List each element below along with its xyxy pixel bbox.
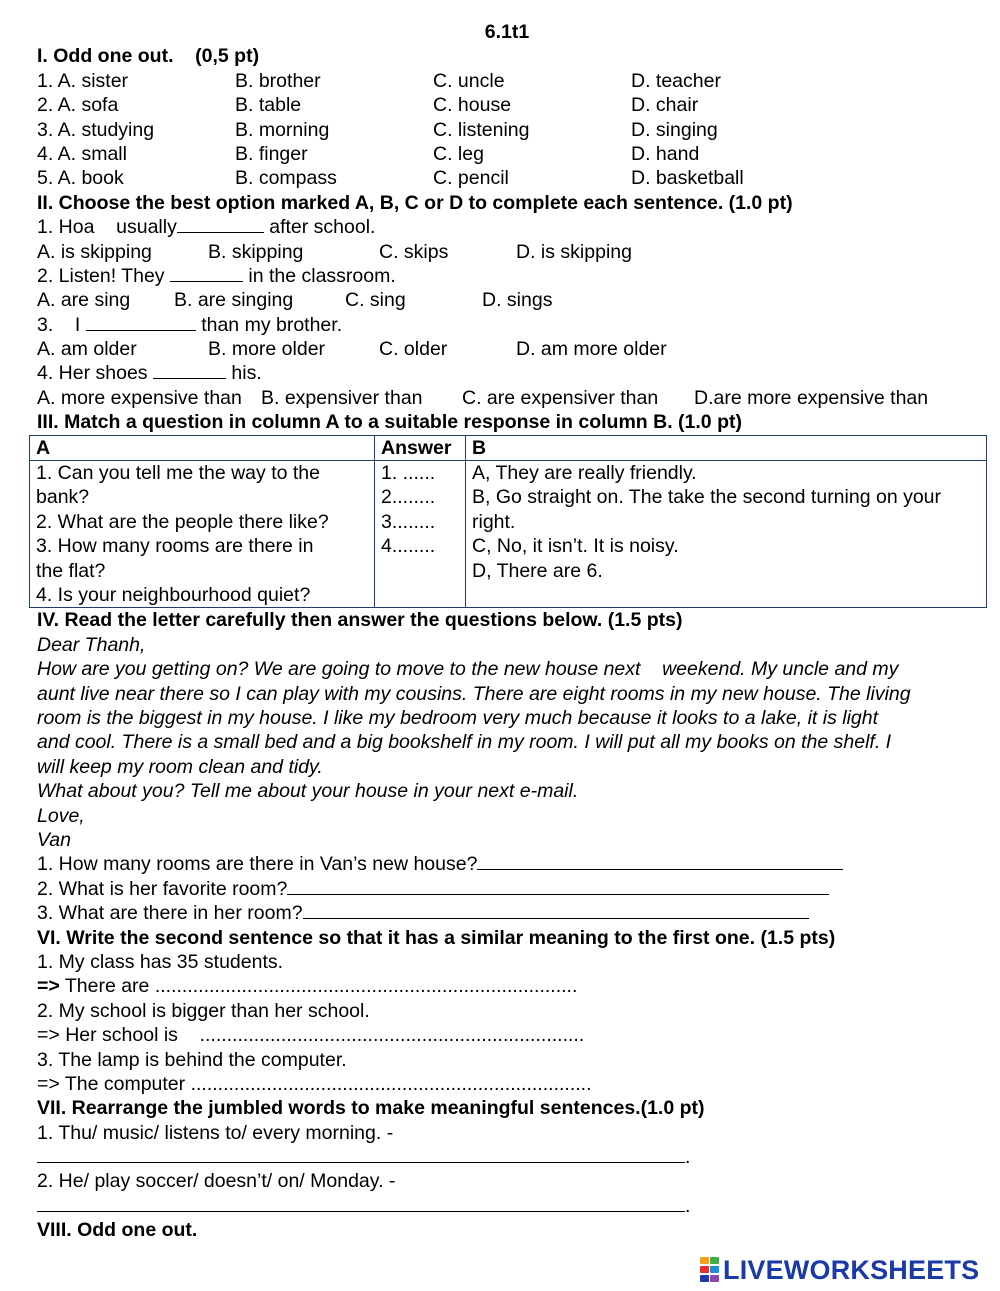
logo-blocks-icon (700, 1257, 720, 1283)
letter (37, 633, 987, 853)
q4-before: 4. Her shoes (37, 362, 153, 385)
column-b-line: A, They are really friendly. (472, 462, 697, 485)
jumbled-answer-line-2[interactable] (37, 1194, 987, 1218)
section-3-heading: III. Match a question in column A to a suitable response in column B. (1.0 pt) (37, 411, 742, 434)
odd-one-out-option[interactable]: B. brother (235, 69, 321, 92)
odd-one-out-option[interactable]: D. hand (631, 142, 700, 165)
reading-answer-3[interactable] (303, 901, 809, 919)
line-end: . (685, 1194, 691, 1217)
q3-stem (37, 313, 987, 337)
jumbled-item-2: 2. He/ play soccer/ doesn’t/ on/ Monday. - (37, 1170, 396, 1193)
arrow-icon: => (37, 975, 60, 998)
reading-question-3 (37, 901, 987, 925)
q4-options (37, 386, 987, 410)
q3-blank[interactable] (86, 313, 196, 331)
match-table (29, 435, 987, 609)
letter-line: Dear Thanh, (37, 633, 146, 656)
section-8-heading: VIII. Odd one out. (37, 1219, 198, 1242)
answer-slot-3[interactable]: 3........ (381, 510, 436, 533)
section-2-heading: II. Choose the best option marked A, B, C or D to complete each sentence. (1.0 pt) (37, 191, 793, 214)
jumbled-item-1: 1. Thu/ music/ listens to/ every morning. - (37, 1121, 394, 1144)
odd-one-out-row (37, 142, 987, 166)
reading-question-2 (37, 877, 987, 901)
jumbled-blank-1[interactable] (37, 1145, 685, 1163)
reading-question-1-text: 1. How many rooms are there in Van’s new house? (37, 853, 478, 876)
q2-stem (37, 264, 987, 288)
q2-option-a[interactable]: A. are sing (37, 289, 131, 312)
q1-blank[interactable] (177, 215, 264, 233)
q1-option-c[interactable]: C. skips (379, 240, 449, 263)
rewrite-dots-1[interactable]: .............................................................................. (154, 975, 578, 998)
reading-answer-2[interactable] (287, 877, 829, 895)
reading-answer-1[interactable] (477, 852, 843, 870)
rewrite-answer-2[interactable] (37, 1023, 987, 1047)
letter-line: What about you? Tell me about your house in your next e-mail. (37, 780, 579, 803)
rewrite-prompt-2: Her school is (59, 1024, 200, 1047)
reading-question-3-text: 3. What are there in her room? (37, 902, 303, 925)
rewrite-dots-2[interactable]: ....................................................................... (199, 1024, 585, 1047)
q2-option-b[interactable]: B. are singing (174, 289, 294, 312)
section-4-heading: IV. Read the letter carefully then answer the questions below. (1.5 pts) (37, 609, 683, 632)
q3-option-d[interactable]: D. am more older (516, 338, 667, 361)
section-6-heading: VI. Write the second sentence so that it has a similar meaning to the first one. (1.5 pts) (37, 926, 836, 949)
section-7-heading: VII. Rearrange the jumbled words to make meaningful sentences.(1.0 pt) (37, 1097, 705, 1120)
odd-one-out-option[interactable]: B. table (235, 94, 302, 117)
q1-option-a[interactable]: A. is skipping (37, 240, 152, 263)
odd-one-out-option[interactable]: 5. A. book (37, 167, 124, 190)
rewrite-prompt-1: There are (59, 975, 155, 998)
q4-option-a[interactable]: A. more expensive than (37, 386, 242, 409)
odd-one-out-option[interactable]: D. basketball (631, 167, 744, 190)
odd-one-out-option[interactable]: B. compass (235, 167, 337, 190)
answer-slot-1[interactable]: 1. ...... (381, 462, 436, 485)
q1-option-d[interactable]: D. is skipping (516, 240, 632, 263)
page-title: 6.1t1 (484, 21, 530, 43)
arrow-icon: => (37, 1024, 60, 1047)
column-a-line: 3. How many rooms are there in (36, 535, 314, 558)
q1-before: 1. Hoa usually (37, 216, 177, 239)
odd-one-out-option[interactable]: D. singing (631, 118, 718, 141)
q1-stem (37, 215, 987, 239)
letter-line: room is the biggest in my house. I like my bedroom very much because it looks to a lake, it is light (37, 707, 879, 730)
odd-one-out-option[interactable]: 4. A. small (37, 142, 127, 165)
answer-column-header: Answer (375, 435, 466, 460)
odd-one-out-option[interactable]: 3. A. studying (37, 118, 155, 141)
odd-one-out-row (37, 69, 987, 93)
q3-option-a[interactable]: A. am older (37, 338, 137, 361)
rewrite-sentence-2: 2. My school is bigger than her school. (37, 999, 370, 1022)
odd-one-out-option[interactable]: D. chair (631, 94, 699, 117)
column-a-line: 1. Can you tell me the way to the (36, 462, 320, 485)
reading-question-2-text: 2. What is her favorite room? (37, 877, 288, 900)
q2-option-c[interactable]: C. sing (345, 289, 406, 312)
q4-blank[interactable] (153, 361, 226, 379)
liveworksheets-logo (700, 1253, 979, 1287)
column-a-cell (30, 461, 375, 608)
letter-line: Van (37, 829, 71, 851)
column-a-line: 2. What are the people there like? (36, 510, 329, 533)
column-a-header: A (30, 435, 375, 460)
q1-option-b[interactable]: B. skipping (208, 240, 304, 263)
rewrite-prompt-3: The computer (59, 1072, 191, 1095)
column-a-line: 4. Is your neighbourhood quiet? (36, 584, 311, 607)
q2-before: 2. Listen! They (37, 264, 170, 287)
column-b-header: B (466, 435, 987, 460)
rewrite-answer-3[interactable] (37, 1072, 987, 1096)
odd-one-out-row (37, 118, 987, 142)
q2-after: in the classroom. (242, 264, 396, 287)
letter-line: Love, (37, 804, 85, 827)
odd-one-out-option[interactable]: C. house (433, 94, 512, 117)
rewrite-answer-1[interactable] (37, 974, 987, 998)
odd-one-out-row (37, 166, 987, 190)
q3-after: than my brother. (195, 313, 343, 336)
q2-blank[interactable] (170, 264, 243, 282)
q3-before: 3. I (37, 313, 86, 336)
jumbled-answer-line-1[interactable] (37, 1145, 987, 1169)
column-b-line: C, No, it isn’t. It is noisy. (472, 535, 679, 558)
q4-option-b[interactable]: B. expensiver than (261, 386, 423, 409)
section-1-rows (37, 69, 987, 191)
odd-one-out-option[interactable]: C. uncle (433, 69, 505, 92)
answer-cell (375, 461, 466, 608)
column-a-line: the flat? (36, 559, 106, 582)
answer-slot-2[interactable]: 2........ (381, 486, 436, 509)
odd-one-out-row (37, 93, 987, 117)
column-a-line: bank? (36, 486, 90, 509)
letter-line: will keep my room clean and tidy. (37, 755, 323, 778)
odd-one-out-option[interactable]: C. listening (433, 118, 530, 141)
odd-one-out-option[interactable]: 1. A. sister (37, 69, 129, 92)
letter-line: How are you getting on? We are going to move to the new house next weekend. My uncle and my (37, 658, 899, 681)
q1-options (37, 240, 987, 264)
q4-after: his. (225, 362, 262, 385)
rewrite-sentence-1: 1. My class has 35 students. (37, 950, 284, 973)
reading-question-1 (37, 852, 987, 876)
q4-option-d[interactable]: D.are more expensive than (694, 386, 929, 409)
column-b-cell (466, 461, 987, 608)
q1-after: after school. (263, 216, 376, 239)
odd-one-out-option[interactable]: C. leg (433, 142, 484, 165)
q2-option-d[interactable]: D. sings (482, 289, 553, 312)
odd-one-out-option[interactable]: B. morning (235, 118, 330, 141)
column-b-line: right. (472, 510, 516, 533)
q3-option-b[interactable]: B. more older (208, 338, 326, 361)
line-end: . (685, 1146, 691, 1169)
column-b-line: B, Go straight on. The take the second turning on your (472, 486, 942, 509)
letter-line: and cool. There is a small bed and a big bookshelf in my room. I will put all my books on the shelf. I (37, 731, 892, 754)
letter-line: aunt live near there so I can play with my cousins. There are eight rooms in my new house. The living (37, 682, 911, 705)
q2-options (37, 288, 987, 312)
answer-slot-4[interactable]: 4........ (381, 535, 436, 558)
odd-one-out-option[interactable]: 2. A. sofa (37, 94, 119, 117)
jumbled-blank-2[interactable] (37, 1194, 685, 1212)
odd-one-out-option[interactable]: C. pencil (433, 167, 509, 190)
q4-option-c[interactable]: C. are expensiver than (462, 386, 659, 409)
logo-text: LIVEWORKSHEETS (723, 1254, 980, 1285)
rewrite-dots-3[interactable]: .......................................................................... (190, 1072, 592, 1095)
odd-one-out-option[interactable]: B. finger (235, 142, 308, 165)
q3-option-c[interactable]: C. older (379, 338, 448, 361)
q3-options (37, 337, 987, 361)
odd-one-out-option[interactable]: D. teacher (631, 69, 721, 92)
column-b-line: D, There are 6. (472, 559, 603, 582)
rewrite-sentence-3: 3. The lamp is behind the computer. (37, 1048, 347, 1071)
section-1-heading: I. Odd one out. (0,5 pt) (37, 45, 260, 68)
q4-stem (37, 361, 987, 385)
worksheet (37, 20, 987, 1243)
arrow-icon: => (37, 1072, 60, 1095)
